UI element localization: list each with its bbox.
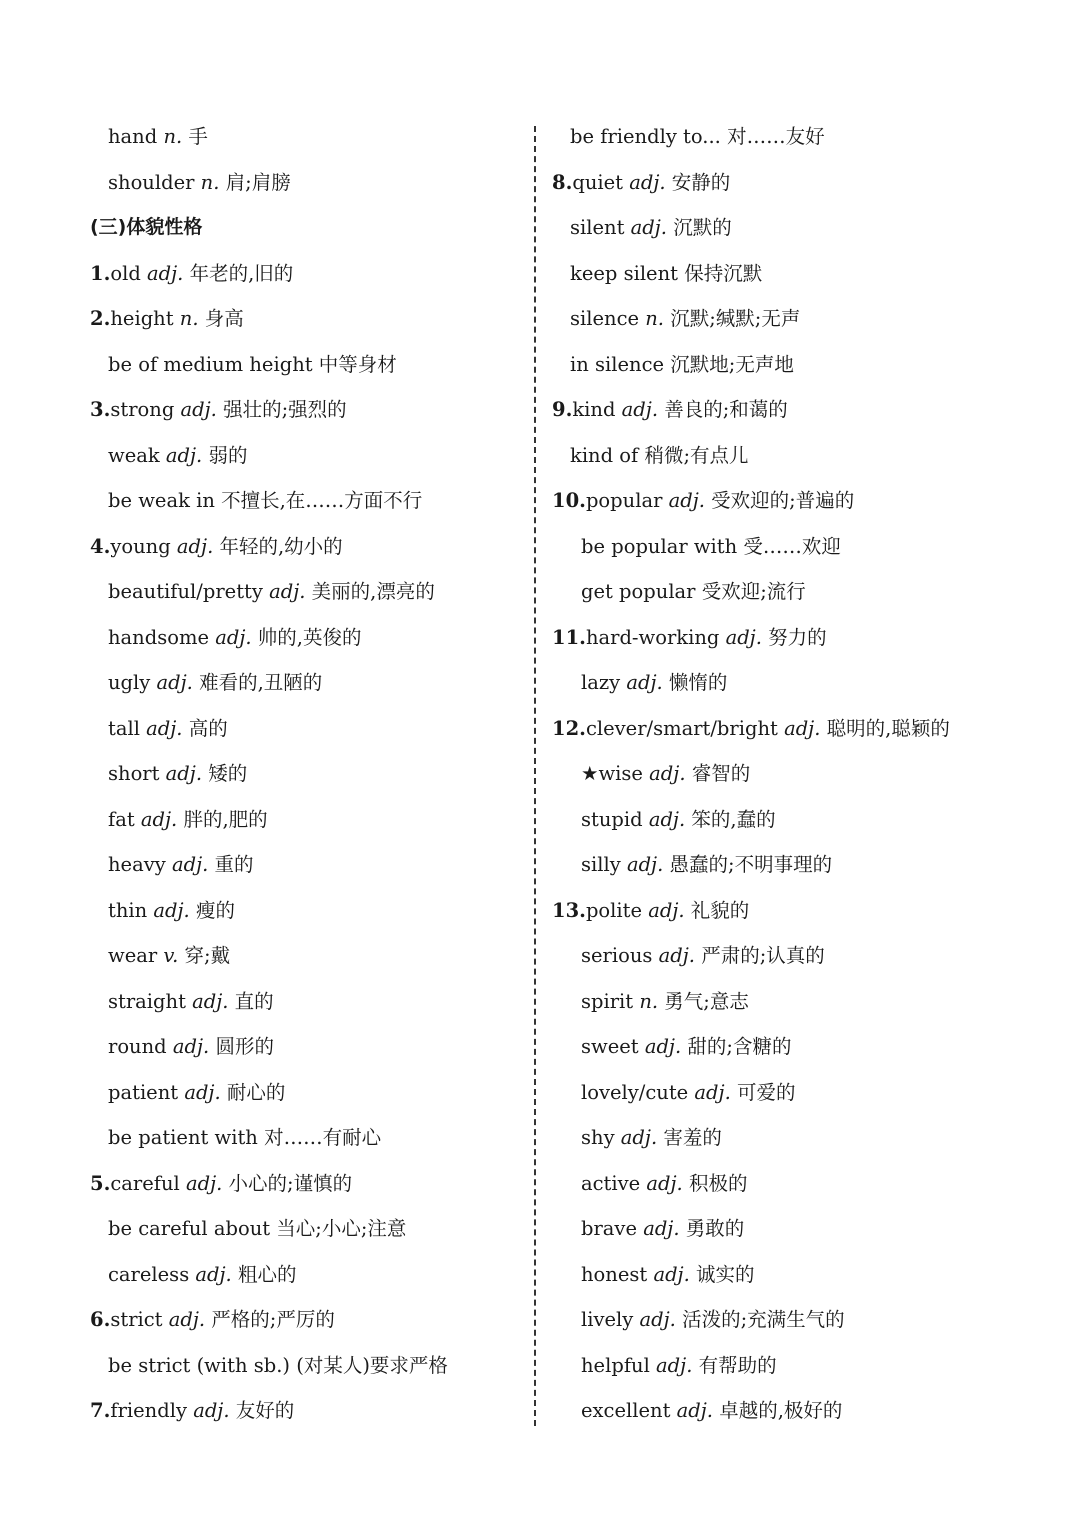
- vocab-subentry: [552, 296, 1022, 342]
- english-term: be popular with: [581, 534, 738, 558]
- english-term: keep silent: [570, 261, 678, 285]
- part-of-speech: adj.: [153, 898, 190, 922]
- part-of-speech: adj.: [648, 898, 685, 922]
- chinese-meaning: (对某人)要求严格: [296, 1353, 448, 1377]
- vocab-subentry: [90, 706, 520, 752]
- vocab-entry: [552, 387, 1022, 433]
- chinese-meaning: 友好的: [235, 1399, 295, 1422]
- vocab-subentry: [552, 979, 1022, 1025]
- vocab-subentry: [90, 660, 520, 706]
- english-term: polite: [585, 898, 643, 922]
- entry-number: 8.: [552, 170, 573, 194]
- english-term: shy: [581, 1126, 615, 1149]
- part-of-speech: adj.: [644, 1035, 682, 1058]
- vocab-subentry: [552, 1161, 1022, 1207]
- english-term: hard-working: [585, 625, 720, 649]
- entry-number: 13.: [552, 898, 586, 922]
- vocab-subentry: [90, 1024, 520, 1070]
- chinese-meaning: 安静的: [671, 170, 731, 194]
- vocab-subentry: [552, 1252, 1022, 1298]
- part-of-speech: adj.: [784, 716, 821, 740]
- entry-number: 1.: [90, 261, 111, 285]
- part-of-speech: adj.: [656, 1353, 693, 1377]
- chinese-meaning: 帅的,英俊的: [257, 625, 362, 649]
- english-term: heavy: [108, 853, 166, 876]
- english-term: helpful: [581, 1353, 650, 1377]
- chinese-meaning: 可爱的: [736, 1080, 796, 1104]
- entry-number: 9.: [552, 398, 573, 421]
- part-of-speech: adj.: [648, 807, 686, 831]
- part-of-speech: n.: [645, 307, 665, 330]
- english-term: be strict (with sb.): [108, 1353, 291, 1377]
- english-term: popular: [585, 489, 663, 512]
- chinese-meaning: 有帮助的: [698, 1353, 777, 1377]
- entry-number: 10.: [552, 489, 586, 512]
- entry-number: 7.: [90, 1399, 111, 1422]
- part-of-speech: adj.: [668, 489, 705, 512]
- vocab-entry: [90, 1297, 520, 1343]
- vocab-subentry: [552, 433, 1022, 479]
- chinese-meaning: 严肃的;认真的: [701, 944, 825, 967]
- vocab-subentry: [552, 205, 1022, 251]
- english-term: short: [108, 762, 160, 785]
- vocab-subentry: [552, 1115, 1022, 1161]
- vocab-subentry: [90, 342, 520, 388]
- english-term: friendly: [110, 1399, 187, 1422]
- chinese-meaning: 美丽的,漂亮的: [311, 580, 435, 603]
- part-of-speech: n.: [200, 170, 220, 194]
- vocab-subentry: [552, 660, 1022, 706]
- part-of-speech: adj.: [172, 1035, 210, 1058]
- vocab-subentry: [90, 979, 520, 1025]
- english-term: strong: [110, 398, 175, 421]
- vocab-subentry: [552, 1343, 1022, 1389]
- vocab-subentry: [90, 615, 520, 661]
- entry-number: 2.: [90, 307, 111, 330]
- english-term: straight: [108, 989, 186, 1013]
- chinese-meaning: 不擅长,在……方面不行: [221, 489, 423, 512]
- chinese-meaning: 甜的;含糖的: [687, 1035, 792, 1058]
- english-term: lovely/cute: [581, 1080, 689, 1104]
- vocab-entry: [552, 706, 1022, 752]
- english-term: be careful about: [108, 1217, 271, 1240]
- vocab-subentry: [552, 1070, 1022, 1116]
- english-term: silence: [570, 307, 640, 330]
- vocab-entry: [90, 251, 520, 297]
- part-of-speech: adj.: [165, 762, 203, 785]
- column-divider: [534, 126, 536, 1426]
- chinese-meaning: 受欢迎;流行: [701, 580, 806, 603]
- chinese-meaning: 难看的,丑陋的: [199, 671, 323, 694]
- chinese-meaning: 对……有耐心: [264, 1126, 382, 1149]
- english-term: fat: [108, 807, 135, 831]
- chinese-meaning: 懒惰的: [668, 671, 728, 694]
- vocab-subentry: [552, 1024, 1022, 1070]
- vocab-subentry: [552, 1297, 1022, 1343]
- part-of-speech: adj.: [626, 671, 663, 694]
- english-term: be friendly to...: [570, 125, 721, 148]
- english-term: patient: [108, 1080, 179, 1104]
- chinese-meaning: 瘦的: [195, 898, 235, 922]
- vocab-entry: [552, 888, 1022, 934]
- chinese-meaning: 沉默;缄默;无声: [670, 307, 801, 330]
- english-term: young: [110, 534, 171, 558]
- chinese-meaning: 稍微;有点儿: [644, 443, 749, 467]
- vocab-subentry: [90, 1252, 520, 1298]
- english-term: honest: [581, 1262, 648, 1286]
- vocab-subentry: [90, 114, 520, 160]
- english-term: be weak in: [108, 489, 215, 512]
- part-of-speech: adj.: [185, 1171, 223, 1195]
- part-of-speech: v.: [163, 944, 179, 967]
- vocab-subentry: [552, 933, 1022, 979]
- english-term: wear: [108, 944, 158, 967]
- part-of-speech: adj.: [629, 170, 666, 194]
- english-term: lazy: [581, 671, 621, 694]
- chinese-meaning: 勇敢的: [685, 1217, 745, 1240]
- english-term: shoulder: [108, 170, 195, 194]
- chinese-meaning: 对……友好: [727, 125, 825, 148]
- english-term: be of medium height: [108, 352, 313, 376]
- english-term: beautiful/pretty: [108, 580, 263, 603]
- english-term: get popular: [581, 580, 696, 603]
- entry-number: 4.: [90, 534, 111, 558]
- vocab-entry: [90, 524, 520, 570]
- entry-number: 12.: [552, 716, 586, 740]
- chinese-meaning: 高的: [188, 716, 228, 740]
- chinese-meaning: 沉默的: [673, 216, 732, 239]
- chinese-meaning: 沉默地;无声地: [670, 352, 794, 376]
- english-term: thin: [108, 898, 148, 922]
- english-term: height: [110, 307, 174, 330]
- chinese-meaning: 重的: [214, 853, 254, 876]
- vocab-subentry: [552, 751, 1022, 797]
- part-of-speech: adj.: [176, 534, 214, 558]
- part-of-speech: adj.: [140, 807, 178, 831]
- part-of-speech: adj.: [694, 1080, 731, 1104]
- vocab-subentry: [552, 842, 1022, 888]
- part-of-speech: adj.: [184, 1080, 221, 1104]
- chinese-meaning: 卓越的,极好的: [719, 1399, 843, 1422]
- vocab-subentry: [90, 933, 520, 979]
- chinese-meaning: 弱的: [208, 443, 248, 467]
- english-term: sweet: [581, 1035, 639, 1058]
- english-term: quiet: [572, 170, 624, 194]
- entry-number: 11.: [552, 625, 586, 649]
- vocab-subentry: [90, 842, 520, 888]
- part-of-speech: adj.: [269, 580, 306, 603]
- english-term: careless: [108, 1262, 190, 1286]
- vocab-subentry: [90, 1206, 520, 1252]
- vocab-subentry: [90, 1343, 520, 1389]
- vocab-entry: [552, 615, 1022, 661]
- part-of-speech: adj.: [156, 671, 193, 694]
- english-term: brave: [581, 1217, 637, 1240]
- part-of-speech: adj.: [658, 944, 695, 967]
- vocab-subentry: [552, 114, 1022, 160]
- english-term: ★wise: [581, 762, 643, 785]
- vocab-subentry: [552, 1388, 1022, 1434]
- english-term: spirit: [581, 989, 634, 1013]
- right-column: [552, 114, 1022, 1434]
- chinese-meaning: 严格的;严厉的: [211, 1308, 335, 1331]
- english-term: clever/smart/bright: [585, 716, 778, 740]
- part-of-speech: adj.: [146, 716, 183, 740]
- part-of-speech: adj.: [193, 1399, 230, 1422]
- part-of-speech: adj.: [639, 1308, 676, 1331]
- english-term: strict: [110, 1308, 163, 1331]
- part-of-speech: adj.: [171, 853, 209, 876]
- chinese-meaning: 受……欢迎: [743, 534, 841, 558]
- chinese-meaning: 愚蠢的;不明事理的: [669, 853, 833, 876]
- vocab-subentry: [90, 1070, 520, 1116]
- english-term: stupid: [581, 807, 643, 831]
- entry-number: 5.: [90, 1171, 111, 1195]
- chinese-meaning: 肩;肩膀: [225, 170, 291, 194]
- vocab-entry: [90, 387, 520, 433]
- chinese-meaning: 受欢迎的;普遍的: [711, 489, 855, 512]
- english-term: excellent: [581, 1399, 671, 1422]
- vocab-subentry: [90, 1115, 520, 1161]
- vocab-subentry: [552, 251, 1022, 297]
- vocab-subentry: [90, 797, 520, 843]
- english-term: tall: [108, 716, 140, 740]
- chinese-meaning: 笨的,蠢的: [691, 807, 776, 831]
- chinese-meaning: 身高: [204, 307, 244, 330]
- entry-number: 3.: [90, 398, 111, 421]
- chinese-meaning: 勇气;意志: [664, 989, 749, 1013]
- chinese-meaning: 小心的;谨慎的: [228, 1171, 353, 1195]
- part-of-speech: adj.: [215, 625, 252, 649]
- chinese-meaning: 当心;小心;注意: [276, 1217, 407, 1240]
- english-term: round: [108, 1035, 167, 1058]
- chinese-meaning: 聪明的,聪颖的: [826, 716, 950, 740]
- vocab-subentry: [90, 751, 520, 797]
- vocab-entry: [552, 478, 1022, 524]
- vocab-subentry: [552, 569, 1022, 615]
- english-term: weak: [108, 443, 160, 467]
- chinese-meaning: 害羞的: [663, 1126, 722, 1149]
- english-term: old: [110, 261, 141, 285]
- part-of-speech: adj.: [180, 398, 217, 421]
- english-term: in silence: [570, 352, 665, 376]
- english-term: active: [581, 1171, 641, 1195]
- part-of-speech: adj.: [630, 216, 667, 239]
- vocab-entry: [90, 1161, 520, 1207]
- part-of-speech: adj.: [147, 261, 184, 285]
- english-term: ugly: [108, 671, 151, 694]
- chinese-meaning: 圆形的: [215, 1035, 274, 1058]
- english-term: careful: [110, 1171, 180, 1195]
- part-of-speech: adj.: [676, 1399, 713, 1422]
- vocab-subentry: [90, 433, 520, 479]
- vocab-entry: [90, 1388, 520, 1434]
- chinese-meaning: 活泼的;充满生气的: [682, 1308, 845, 1331]
- chinese-meaning: 直的: [234, 989, 274, 1013]
- chinese-meaning: 矮的: [208, 762, 248, 785]
- part-of-speech: adj.: [643, 1217, 680, 1240]
- chinese-meaning: 年轻的,幼小的: [219, 534, 343, 558]
- vocab-subentry: [552, 1206, 1022, 1252]
- part-of-speech: adj.: [165, 443, 203, 467]
- english-term: serious: [581, 944, 653, 967]
- part-of-speech: adj.: [626, 853, 664, 876]
- vocab-subentry: [552, 524, 1022, 570]
- left-column: [90, 114, 520, 1434]
- part-of-speech: adj.: [649, 762, 686, 785]
- vocab-subentry: [552, 342, 1022, 388]
- chinese-meaning: 胖的,肥的: [183, 807, 268, 831]
- part-of-speech: adj.: [195, 1262, 232, 1286]
- chinese-meaning: 耐心的: [226, 1080, 286, 1104]
- part-of-speech: adj.: [192, 989, 229, 1013]
- english-term: lively: [581, 1308, 634, 1331]
- vocab-subentry: [552, 797, 1022, 843]
- chinese-meaning: 中等身材: [318, 352, 397, 376]
- english-term: hand: [108, 125, 158, 148]
- part-of-speech: n.: [163, 125, 183, 148]
- vocab-entry: [90, 296, 520, 342]
- chinese-meaning: 粗心的: [237, 1262, 297, 1286]
- vocab-subentry: [90, 569, 520, 615]
- vocab-subentry: [90, 888, 520, 934]
- chinese-meaning: 努力的: [768, 625, 827, 649]
- part-of-speech: adj.: [653, 1262, 690, 1286]
- vocab-subentry: [90, 160, 520, 206]
- section-heading: (三)体貌性格: [90, 216, 203, 238]
- part-of-speech: n.: [179, 307, 199, 330]
- part-of-speech: adj.: [168, 1308, 206, 1331]
- chinese-meaning: 积极的: [688, 1171, 748, 1195]
- entry-number: 6.: [90, 1308, 111, 1331]
- part-of-speech: adj.: [621, 398, 659, 421]
- english-term: handsome: [108, 625, 210, 649]
- english-term: kind: [572, 398, 616, 421]
- chinese-meaning: 保持沉默: [684, 261, 763, 285]
- english-term: kind of: [570, 443, 639, 467]
- english-term: silent: [570, 216, 625, 239]
- english-term: silly: [581, 853, 621, 876]
- vocab-entry: [552, 160, 1022, 206]
- chinese-meaning: 诚实的: [696, 1262, 755, 1286]
- part-of-speech: adj.: [725, 625, 762, 649]
- vocab-subentry: [90, 478, 520, 524]
- chinese-meaning: 年老的,旧的: [189, 261, 294, 285]
- english-term: be patient with: [108, 1126, 258, 1149]
- part-of-speech: adj.: [646, 1171, 683, 1195]
- part-of-speech: n.: [639, 989, 659, 1013]
- chinese-meaning: 礼貌的: [690, 898, 750, 922]
- chinese-meaning: 手: [188, 125, 208, 148]
- chinese-meaning: 穿;戴: [184, 944, 231, 967]
- part-of-speech: adj.: [620, 1126, 658, 1149]
- chinese-meaning: 强壮的;强烈的: [223, 398, 347, 421]
- chinese-meaning: 善良的;和蔼的: [664, 398, 788, 421]
- chinese-meaning: 睿智的: [691, 762, 751, 785]
